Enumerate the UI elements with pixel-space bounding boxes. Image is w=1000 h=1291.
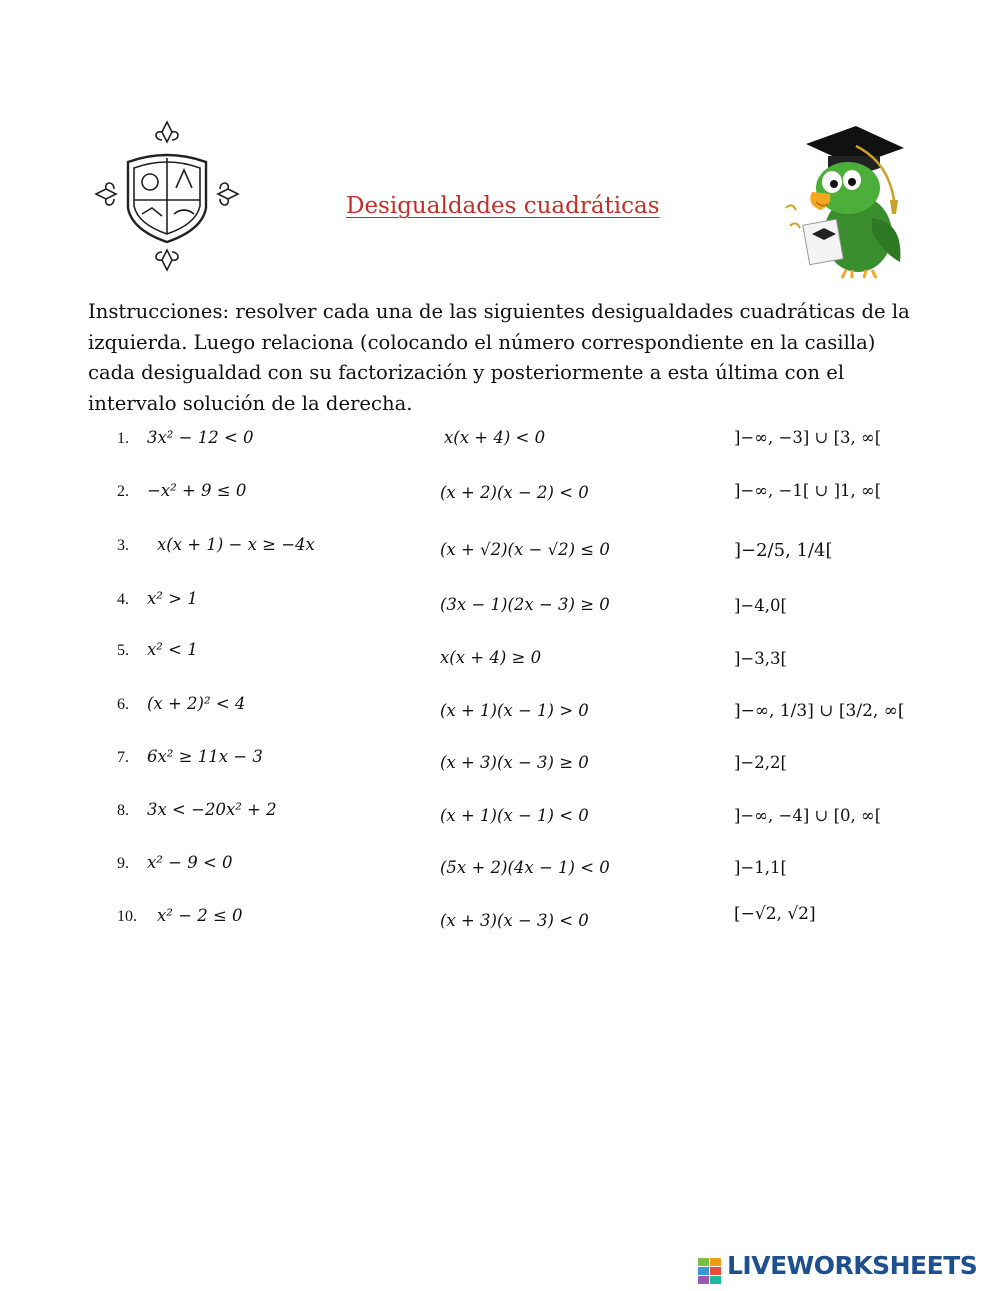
inequality-expression: 3x² − 12 < 0 (147, 428, 254, 447)
factorization-item: (x + 1)(x − 1) < 0 (440, 806, 589, 825)
interval-item: ]−3,3[ (734, 649, 787, 668)
item-number: 4. (117, 591, 129, 608)
interval-item: ]−∞, −3] ∪ [3, ∞[ (734, 428, 882, 447)
interval-item: ]−1,1[ (734, 858, 787, 877)
factorization-item: (x + 2)(x − 2) < 0 (440, 483, 589, 502)
interval-item: [−√2, √2] (734, 904, 816, 924)
interval-item: ]−∞, −4] ∪ [0, ∞[ (734, 806, 882, 825)
item-number: 9. (117, 855, 129, 872)
page-title: Desigualdades cuadráticas (346, 193, 660, 219)
factorization-item: (x + √2)(x − √2) ≤ 0 (440, 540, 610, 559)
item-number: 10. (117, 908, 137, 925)
interval-item: ]−∞, −1[ ∪ ]1, ∞[ (734, 481, 882, 500)
item-number: 7. (117, 749, 129, 766)
item-number: 6. (117, 696, 129, 713)
interval-item: ]−4,0[ (734, 596, 787, 615)
item-number: 2. (117, 483, 129, 500)
footer-brand: LIVEWORKSHEETS (727, 1251, 978, 1280)
interval-item: ]−2/5, 1/4[ (734, 540, 833, 561)
interval-item: ]−2,2[ (734, 753, 787, 772)
inequality-expression: (x + 2)² < 4 (147, 694, 246, 713)
inequality-expression: x² − 9 < 0 (147, 853, 233, 872)
factorization-item: x(x + 4) < 0 (444, 428, 546, 447)
inequality-expression: 6x² ≥ 11x − 3 (147, 747, 263, 766)
instructions-text: Instrucciones: resolver cada una de las siguientes desigualdades cuadráticas de la izquierda. Luego relaciona (colocando el número correspondiente en la casilla) cada desigualdad con su factorización y posteriormente a esta última con el intervalo solución de la derecha. (88, 300, 910, 415)
interval-item: ]−∞, 1/3] ∪ [3/2, ∞[ (734, 701, 905, 721)
factorization-item: x(x + 4) ≥ 0 (440, 648, 542, 667)
item-number: 1. (117, 430, 129, 447)
factorization-item: (x + 3)(x − 3) < 0 (440, 911, 589, 930)
factorization-item: (3x − 1)(2x − 3) ≥ 0 (440, 595, 610, 614)
inequality-expression: x² < 1 (147, 640, 198, 659)
school-crest-logo (92, 118, 242, 274)
factorization-item: (x + 3)(x − 3) ≥ 0 (440, 753, 589, 772)
inequality-expression: x² − 2 ≤ 0 (157, 906, 243, 925)
item-number: 5. (117, 642, 129, 659)
factorization-item: (5x + 2)(4x − 1) < 0 (440, 858, 610, 877)
liveworksheets-logo-icon (698, 1258, 722, 1284)
factorization-item: (x + 1)(x − 1) > 0 (440, 701, 589, 720)
item-number: 8. (117, 802, 129, 819)
inequality-expression: x(x + 1) − x ≥ −4x (157, 535, 315, 554)
inequality-expression: −x² + 9 ≤ 0 (147, 481, 247, 500)
inequality-expression: x² > 1 (147, 589, 198, 608)
item-number: 3. (117, 537, 129, 554)
parrot-mascot-image (776, 122, 911, 280)
inequality-expression: 3x < −20x² + 2 (147, 800, 277, 819)
